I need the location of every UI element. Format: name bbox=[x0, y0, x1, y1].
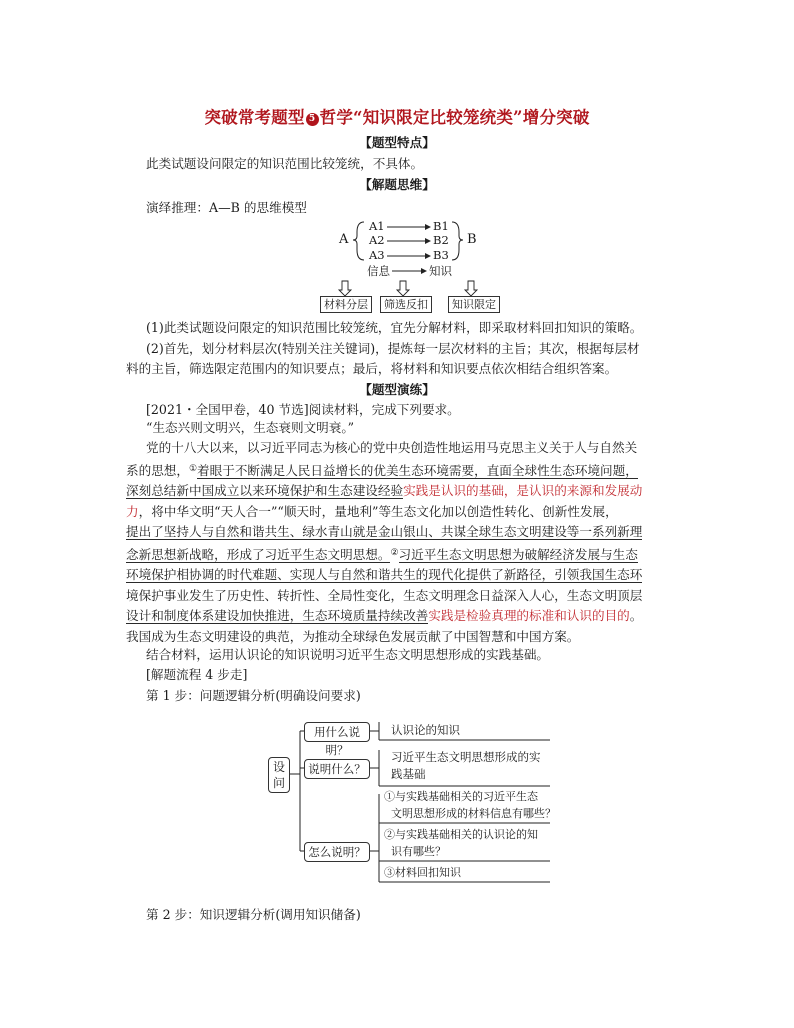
model-a1: A1 bbox=[369, 219, 385, 233]
marker-1: ① bbox=[188, 463, 198, 474]
leaf-step-1a: ①与实践基础相关的习近平生态 bbox=[384, 790, 538, 803]
title-prefix: 突破常考题型 bbox=[204, 108, 305, 127]
leaf-step-1b: 文明思想形成的材料信息有哪些？ bbox=[391, 807, 556, 820]
strategy-line: (2)首先，划分材料层次(特别关注关键词)，提炼每一层次材料的主旨；其次，根据每层材 bbox=[146, 340, 640, 356]
leaf-step-2a: ②与实践基础相关的认识论的知 bbox=[384, 828, 538, 841]
features-text: 此类试题设问限定的知识范围比较笼统，不具体。 bbox=[146, 156, 424, 171]
model-a3: A3 bbox=[369, 248, 385, 262]
features-heading: 【题型特点】 bbox=[359, 135, 435, 150]
underlined-text: 提出了坚持人与自然和谐共生、绿水青山就是金山银山、共谋全球生态文明建设等一系列新理 bbox=[126, 524, 643, 539]
strategy-line: 料的主旨，筛选限定范围内的知识要点；最后，将材料和知识要点依次相结合组织答案。 bbox=[126, 361, 618, 376]
strategy-line: (1)此类试题设问限定的知识范围比较笼统，宜先分解材料，即采取材料回扣知识的策略。 bbox=[146, 320, 643, 335]
leaf-practice-basis-a: 习近平生态文明思想形成的实 bbox=[391, 750, 541, 764]
branch-how-explain: 怎么说明？ bbox=[304, 842, 370, 862]
underlined-text: 念新思想新战略，形成了习近平生态文明思想。 bbox=[126, 546, 391, 562]
box-knowledge-limit: 知识限定 bbox=[448, 296, 500, 313]
question-source: [2021・全国甲卷，40 节选]阅读材料，完成下列要求。 bbox=[146, 402, 460, 417]
model-knowledge: 知识 bbox=[429, 264, 452, 278]
drill-heading: 【题型演练】 bbox=[359, 382, 435, 397]
material-text: 。 bbox=[629, 608, 643, 623]
material-text: ，将中华文明“天人合一”“顺天时，量地利”等生态文化加以创造性转化、创新性发展， bbox=[138, 503, 618, 519]
material-line: 党的十八大以来，以习近平同志为核心的党中央创造性地运用马克思主义关于人与自然关 bbox=[146, 440, 638, 455]
process-heading: [解题流程 4 步走] bbox=[146, 667, 248, 682]
material-text: 系的思想， bbox=[126, 462, 189, 478]
annotation-red: 力 bbox=[126, 503, 139, 519]
box-screening: 筛选反扣 bbox=[380, 296, 432, 313]
title-suffix: 哲学“知识限定比较笼统类”增分突破 bbox=[319, 108, 590, 127]
thinking-intro: 演绎推理：A—B 的思维模型 bbox=[146, 200, 307, 215]
model-a2: A2 bbox=[369, 233, 385, 247]
annotation-red: 实践是检验真理的标准和认识的目的 bbox=[428, 608, 630, 623]
leaf-epistemology: 认识论的知识 bbox=[391, 723, 460, 737]
title-number-badge: 5 bbox=[306, 113, 319, 126]
model-b: B bbox=[467, 232, 477, 247]
underlined-text: 设计和制度体系建设加快推进，生态环境质量持续改善 bbox=[126, 608, 429, 623]
marker-2: ② bbox=[390, 547, 399, 558]
box-material-layering: 材料分层 bbox=[320, 296, 372, 313]
leaf-step-2b: 识有哪些？ bbox=[391, 845, 446, 858]
leaf-practice-basis-b: 践基础 bbox=[391, 767, 426, 781]
model-info: 信息 bbox=[367, 264, 390, 278]
material-line: 境保护事业发生了历史性、转折性、全局性变化，生态文明理念日益深入人心，生态文明顶层 bbox=[126, 587, 643, 603]
underlined-text: 着眼于不断满足人民日益增长的优美生态环境需要，直面全球性生态环境问题， bbox=[197, 462, 638, 478]
model-b2: B2 bbox=[433, 233, 449, 247]
underlined-text: 环境保护相协调的时代难题、实现人与自然和谐共生的现代化提供了新路径，引领我国生态环 bbox=[126, 567, 643, 582]
model-b3: B3 bbox=[433, 248, 449, 262]
underlined-text: 习近平生态文明思想为破解经济发展与生态 bbox=[398, 546, 638, 562]
annotation-red: 实践是认识的基础，是认识的来源和发展动 bbox=[403, 483, 643, 498]
question-quote: “生态兴则文明兴，生态衰则文明衰。” bbox=[146, 420, 355, 435]
thinking-heading: 【解题思维】 bbox=[359, 177, 435, 192]
step-2: 第 2 步：知识逻辑分析(调用知识储备) bbox=[146, 907, 361, 922]
mindmap-root bbox=[268, 757, 290, 793]
question-task: 结合材料，运用认识论的知识说明习近平生态文明思想形成的实践基础。 bbox=[146, 647, 549, 662]
branch-with-what: 用什么说明？ bbox=[304, 722, 370, 742]
leaf-step-3: ③材料回扣知识 bbox=[384, 866, 461, 879]
branch-explain-what: 说明什么？ bbox=[304, 759, 370, 779]
model-b1: B1 bbox=[433, 219, 449, 233]
step-1: 第 1 步：问题逻辑分析(明确设问要求) bbox=[146, 688, 361, 703]
underlined-text: 深刻总结新中国成立以来环境保护和生态建设经验 bbox=[126, 483, 404, 498]
model-a: A bbox=[339, 232, 349, 247]
material-line: 我国成为生态文明建设的典范，为推动全球绿色发展贡献了中国智慧和中国方案。 bbox=[126, 628, 580, 644]
mindmap-root-label: 设问 bbox=[273, 760, 286, 790]
